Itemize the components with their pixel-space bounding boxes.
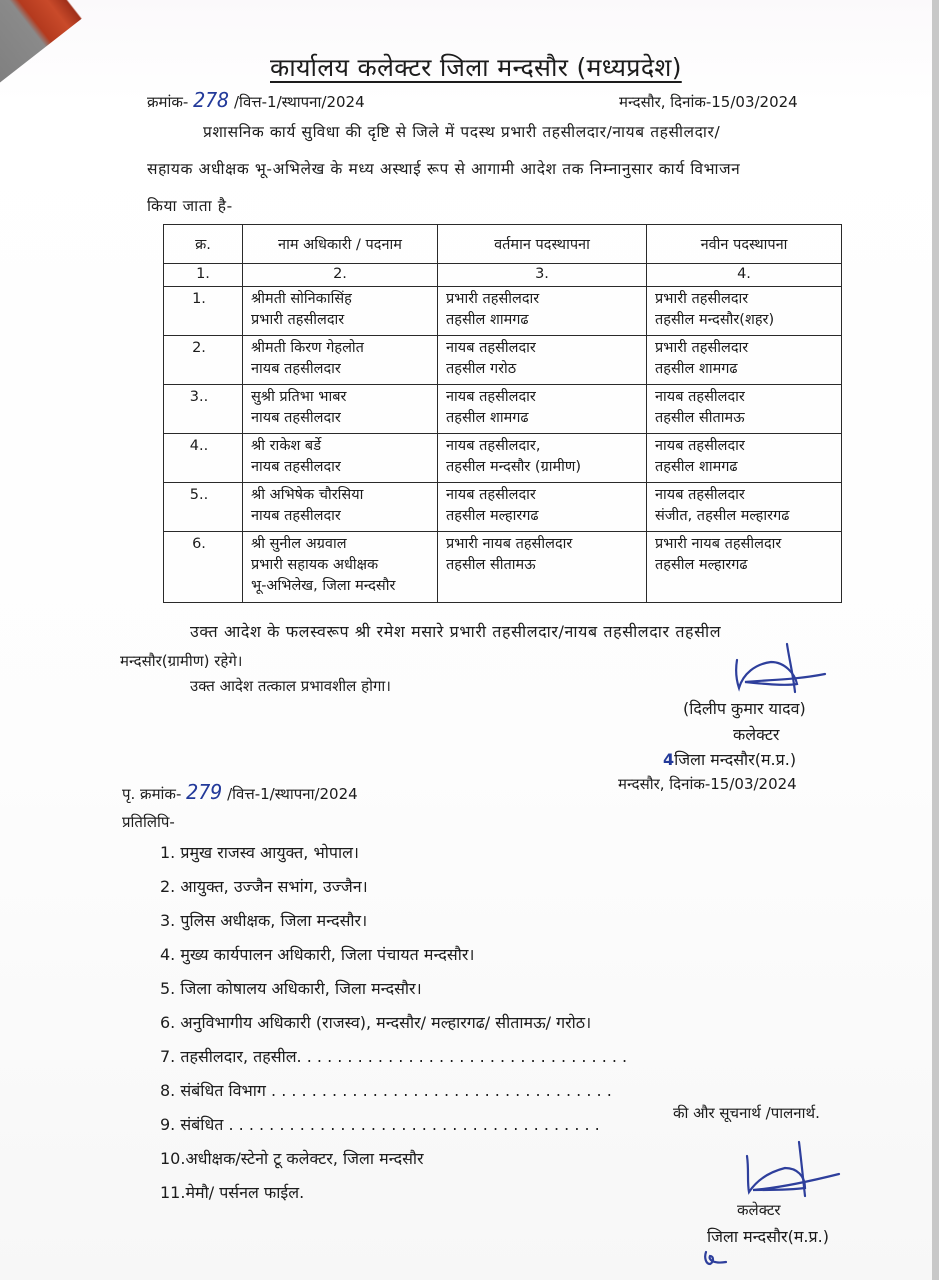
column-number: 1. [164, 264, 243, 287]
officer-designation: प्रभारी तहसीलदार [251, 312, 345, 328]
current-post: प्रभारी तहसीलदार [446, 291, 540, 307]
officer-designation-2: भू-अभिलेख, जिला मन्दसौर [251, 578, 396, 594]
new-tehsil: तहसील मन्दसौर(शहर) [655, 312, 775, 328]
endorsement-signatory-district: जिला मन्दसौर(म.प्र.) [707, 1227, 829, 1246]
current-tehsil: तहसील शामगढ [446, 410, 529, 426]
cell-current-posting [438, 287, 647, 336]
cell-officer [243, 287, 438, 336]
cell-officer [243, 336, 438, 385]
signatory-designation: कलेक्टर [733, 725, 780, 744]
new-post: प्रभारी नायब तहसीलदार [655, 536, 782, 552]
current-post: नायब तहसीलदार [446, 340, 536, 356]
copy-to-item: 1. प्रमुख राजस्व आयुक्त, भोपाल। [160, 843, 359, 862]
officer-designation: नायब तहसीलदार [251, 508, 341, 524]
new-tehsil: तहसील सीतामऊ [655, 410, 745, 426]
copy-to-item: 7. तहसीलदार, तहसील. . . . . . . . . . . . . . . . . . . . . . . . . . . . . . . . . [160, 1047, 628, 1066]
table-row [164, 483, 842, 532]
handwritten-mark: 4 [663, 750, 675, 769]
current-tehsil: तहसील मल्हारगढ [446, 508, 539, 524]
table-row [164, 385, 842, 434]
office-title: कार्यालय कलेक्टर जिला मन्दसौर (मध्यप्रदेश) [270, 53, 682, 82]
header-officer: नाम अधिकारी / पदनाम [243, 225, 438, 264]
copy-to-item: 2. आयुक्त, उज्जैन सभांग, उज्जैन। [160, 877, 368, 896]
column-number: 4. [647, 264, 842, 287]
cell-current-posting [438, 385, 647, 434]
header-new-posting: नवीन पदस्थापना [647, 225, 842, 264]
officer-name: श्री अभिषेक चौरसिया [251, 487, 364, 503]
cell-current-posting [438, 483, 647, 532]
table-row [164, 287, 842, 336]
signatory-name: (दिलीप कुमार यादव) [683, 699, 806, 718]
cell-current-posting [438, 336, 647, 385]
cell-current-posting [438, 434, 647, 483]
new-post: नायब तहसीलदार [655, 438, 745, 454]
cell-officer [243, 483, 438, 532]
endorsement-signatory-designation: कलेक्टर [737, 1201, 781, 1219]
current-post: प्रभारी नायब तहसीलदार [446, 536, 573, 552]
endorsement-ref-number-handwritten: 279 [186, 780, 223, 804]
column-number-row [164, 264, 842, 287]
officer-designation: प्रभारी सहायक अधीक्षक [251, 557, 379, 573]
collector-signature-2 [735, 1140, 845, 1202]
copy-to-label: प्रतिलिपि- [122, 813, 175, 831]
column-number: 3. [438, 264, 647, 287]
current-tehsil: तहसील शामगढ [446, 312, 529, 328]
effective-line: उक्त आदेश तत्काल प्रभावशील होगा। [190, 677, 391, 695]
current-post: नायब तहसीलदार, [446, 438, 541, 454]
officer-designation: नायब तहसीलदार [251, 410, 341, 426]
cell-serial: 4.. [164, 434, 243, 483]
officer-name: सुश्री प्रतिभा भाबर [251, 389, 347, 405]
cell-officer [243, 385, 438, 434]
column-number: 2. [243, 264, 438, 287]
endorsement-reference [122, 780, 358, 804]
cell-serial: 6. [164, 532, 243, 603]
order-place-date: मन्दसौर, दिनांक-15/03/2024 [619, 93, 798, 111]
ref-suffix: /वित्त-1/स्थापना/2024 [234, 93, 365, 111]
new-post: नायब तहसीलदार [655, 389, 745, 405]
table-row [164, 532, 842, 603]
officer-name: श्रीमती सोनिकासिंह [251, 291, 352, 307]
cell-new-posting [647, 287, 842, 336]
endorsement-ref-suffix: /वित्त-1/स्थापना/2024 [227, 785, 358, 803]
officer-name: श्री राकेश बर्डे [251, 438, 321, 454]
handwritten-initial-mark [700, 1248, 730, 1270]
current-tehsil: तहसील गरोठ [446, 361, 517, 377]
cell-new-posting [647, 336, 842, 385]
intro-line-3: किया जाता है- [147, 197, 233, 215]
signatory-district-line [663, 748, 796, 770]
current-tehsil: तहसील सीतामऊ [446, 557, 536, 573]
cell-serial: 1. [164, 287, 243, 336]
cell-new-posting [647, 532, 842, 603]
copy-to-item: 10.अधीक्षक/स्टेनो टू कलेक्टर, जिला मन्दसौर [160, 1149, 424, 1168]
page-edge [932, 0, 939, 1280]
cell-officer [243, 434, 438, 483]
cell-new-posting [647, 434, 842, 483]
intro-line-1: प्रशासनिक कार्य सुविधा की दृष्टि से जिले में पदस्थ प्रभारी तहसीलदार/नायब तहसीलदार/ [203, 123, 721, 141]
new-post: प्रभारी तहसीलदार [655, 340, 749, 356]
cell-current-posting [438, 532, 647, 603]
table-row [164, 336, 842, 385]
officer-name: श्री सुनील अग्रवाल [251, 536, 347, 552]
current-tehsil: तहसील मन्दसौर (ग्रामीण) [446, 459, 582, 475]
copy-to-item: 4. मुख्य कार्यपालन अधिकारी, जिला पंचायत मन्दसौर। [160, 945, 475, 964]
endorsement-ref-prefix: पृ. क्रमांक- [122, 785, 182, 803]
consequence-line-1: उक्त आदेश के फलस्वरूप श्री रमेश मसारे प्रभारी तहसीलदार/नायब तहसीलदार तहसील [190, 622, 722, 641]
copy-to-list [160, 843, 627, 1217]
cell-officer [243, 532, 438, 603]
officer-designation: नायब तहसीलदार [251, 361, 341, 377]
new-tehsil: तहसील मल्हारगढ [655, 557, 748, 573]
copy-purpose: की और सूचनार्थ /पालनार्थ. [673, 1104, 820, 1122]
endorsement-place-date: मन्दसौर, दिनांक-15/03/2024 [618, 775, 797, 793]
intro-line-2: सहायक अधीक्षक भू-अभिलेख के मध्य अस्थाई रूप से आगामी आदेश तक निम्नानुसार कार्य विभाजन [147, 160, 741, 178]
copy-to-item: 6. अनुविभागीय अधिकारी (राजस्व), मन्दसौर/ मल्हारगढ/ सीतामऊ/ गरोठ। [160, 1013, 592, 1032]
signatory-district: जिला मन्दसौर(म.प्र.) [674, 750, 797, 769]
cell-serial: 2. [164, 336, 243, 385]
copy-to-item: 5. जिला कोषालय अधिकारी, जिला मन्दसौर। [160, 979, 422, 998]
ref-number-handwritten: 278 [193, 88, 230, 112]
officer-designation: नायब तहसीलदार [251, 459, 341, 475]
copy-to-item: 3. पुलिस अधीक्षक, जिला मन्दसौर। [160, 911, 368, 930]
allocation-table [163, 224, 842, 603]
current-post: नायब तहसीलदार [446, 487, 536, 503]
ref-prefix: क्रमांक- [147, 93, 189, 111]
cell-serial: 3.. [164, 385, 243, 434]
copy-to-item: 8. संबंधित विभाग . . . . . . . . . . . . . . . . . . . . . . . . . . . . . . . . . . [160, 1081, 612, 1100]
table-header-row [164, 225, 842, 264]
collector-signature-1 [725, 640, 835, 700]
current-post: नायब तहसीलदार [446, 389, 536, 405]
copy-to-item: 11.मेमौ/ पर्सनल फाईल. [160, 1183, 305, 1202]
new-post: प्रभारी तहसीलदार [655, 291, 749, 307]
new-tehsil: तहसील शामगढ [655, 361, 738, 377]
cell-new-posting [647, 483, 842, 532]
officer-name: श्रीमती किरण गेहलोत [251, 340, 364, 356]
copy-to-item: 9. संबंधित . . . . . . . . . . . . . . . . . . . . . . . . . . . . . . . . . . . . . [160, 1115, 600, 1134]
cell-new-posting [647, 385, 842, 434]
new-tehsil: तहसील शामगढ [655, 459, 738, 475]
order-reference [147, 88, 365, 112]
table-row [164, 434, 842, 483]
new-tehsil: संजीत, तहसील मल्हारगढ [655, 508, 790, 524]
cell-serial: 5.. [164, 483, 243, 532]
consequence-line-2: मन्दसौर(ग्रामीण) रहेगे। [120, 652, 243, 670]
header-serial: क्र. [164, 225, 243, 264]
new-post: नायब तहसीलदार [655, 487, 745, 503]
header-current-posting: वर्तमान पदस्थापना [438, 225, 647, 264]
